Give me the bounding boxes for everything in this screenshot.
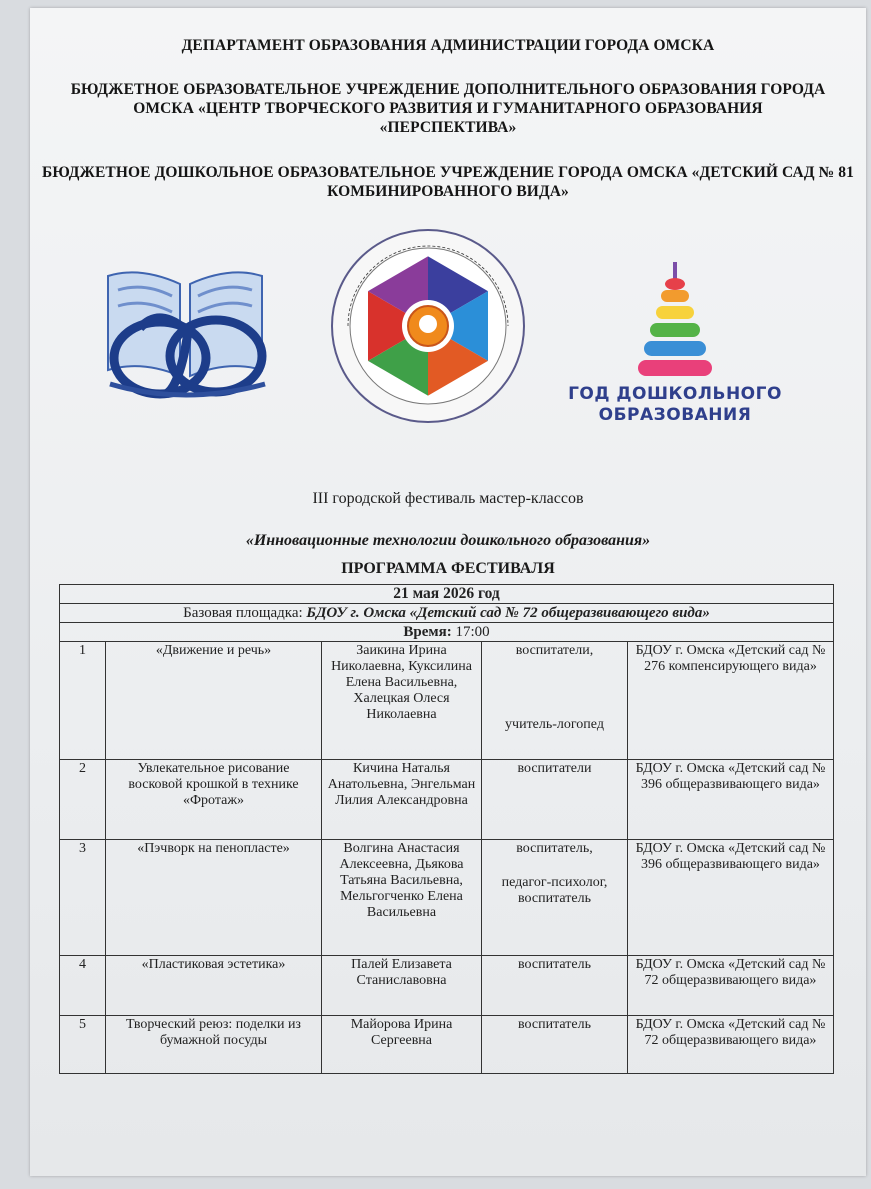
table-row (60, 642, 834, 760)
year-of-preschool-text: ГОД ДОШКОЛЬНОГО ОБРАЗОВАНИЯ (568, 384, 782, 425)
site-row (60, 604, 834, 623)
presenters: Палей Елизавета Станиславовна (322, 956, 482, 1016)
presenter-roles: воспитатель, педагог-психолог, воспитатель (482, 840, 628, 956)
master-class-title: Творческий реюз: поделки из бумажной посуды (106, 1016, 322, 1074)
time-value: 17:00 (451, 624, 490, 640)
site-name: БДОУ г. Омска «Детский сад № 72 общеразвивающего вида» (306, 605, 710, 621)
organization: БДОУ г. Омска «Детский сад № 72 общеразвивающего вида» (628, 956, 834, 1016)
date-row (60, 585, 834, 604)
festival-emblem-icon (328, 226, 528, 426)
institution-header-kindergarten: БЮДЖЕТНОЕ ДОШКОЛЬНОЕ ОБРАЗОВАТЕЛЬНОЕ УЧРЕЖДЕНИЕ ГОРОДА ОМСКА «ДЕТСКИЙ САД № 81 КОМБИНИРОВАННОГО ВИДА» (42, 164, 854, 200)
pyramid-toy-icon (560, 256, 790, 386)
presenter-roles: воспитатель (482, 1016, 628, 1074)
master-class-title: Увлекательное рисование восковой крошкой в технике «Фротаж» (106, 760, 322, 840)
time-label: Время: (403, 624, 452, 640)
row-number: 5 (60, 1016, 106, 1074)
year-of-preschool-logo (560, 256, 790, 426)
presenters: Волгина Анастасия Алексеевна, Дьякова Татьяна Васильевна, Мельгогченко Елена Васильевна (322, 840, 482, 956)
organization: БДОУ г. Омска «Детский сад № 276 компенсирующего вида» (628, 642, 834, 760)
row-number: 4 (60, 956, 106, 1016)
time-row (60, 623, 834, 642)
row-number: 2 (60, 760, 106, 840)
organization: БДОУ г. Омска «Детский сад № 396 общеразвивающего вида» (628, 760, 834, 840)
master-class-title: «Движение и речь» (106, 642, 322, 760)
festival-title: III городской фестиваль мастер-классов (312, 490, 584, 507)
schedule-date: 21 мая 2026 год (60, 585, 834, 604)
table-row (60, 840, 834, 956)
master-class-title: «Пэчворк на пенопласте» (106, 840, 322, 956)
document-page (30, 8, 866, 1176)
organization: БДОУ г. Омска «Детский сад № 396 общеразвивающего вида» (628, 840, 834, 956)
program-table (59, 584, 834, 1074)
festival-name: «Инновационные технологии дошкольного образования» (245, 532, 651, 549)
row-number: 1 (60, 642, 106, 760)
logos-row (30, 226, 866, 436)
presenter-roles: воспитатель (482, 956, 628, 1016)
presenters: Кичина Наталья Анатольевна, Энгельман Лилия Александровна (322, 760, 482, 840)
institution-header-perspektiva: БЮДЖЕТНОЕ ОБРАЗОВАТЕЛЬНОЕ УЧРЕЖДЕНИЕ ДОПОЛНИТЕЛЬНОГО ОБРАЗОВАНИЯ ГОРОДА ОМСКА «ЦЕНТР ТВОРЧЕСКОГО РАЗВИТИЯ И ГУМАНИТАРНОГО ОБРАЗОВАНИЯ «ПЕРСПЕКТИВА» (70, 81, 826, 136)
presenters: Майорова Ирина Сергеевна (322, 1016, 482, 1074)
table-row (60, 760, 834, 840)
presenter-roles: воспитатели, учитель-логопед (482, 642, 628, 760)
table-row (60, 1016, 834, 1074)
site-label: Базовая площадка: (183, 605, 307, 621)
row-number: 3 (60, 840, 106, 956)
book-logo-icon (80, 266, 290, 416)
presenters: Заикина Ирина Николаевна, Куксилина Елена Васильевна, Халецкая Олеся Николаевна (322, 642, 482, 760)
program-heading: ПРОГРАММА ФЕСТИВАЛЯ (341, 560, 555, 577)
organization: БДОУ г. Омска «Детский сад № 72 общеразвивающего вида» (628, 1016, 834, 1074)
table-row (60, 956, 834, 1016)
presenter-roles: воспитатели (482, 760, 628, 840)
master-class-title: «Пластиковая эстетика» (106, 956, 322, 1016)
department-header: ДЕПАРТАМЕНТ ОБРАЗОВАНИЯ АДМИНИСТРАЦИИ ГОРОДА ОМСКА (181, 37, 715, 54)
